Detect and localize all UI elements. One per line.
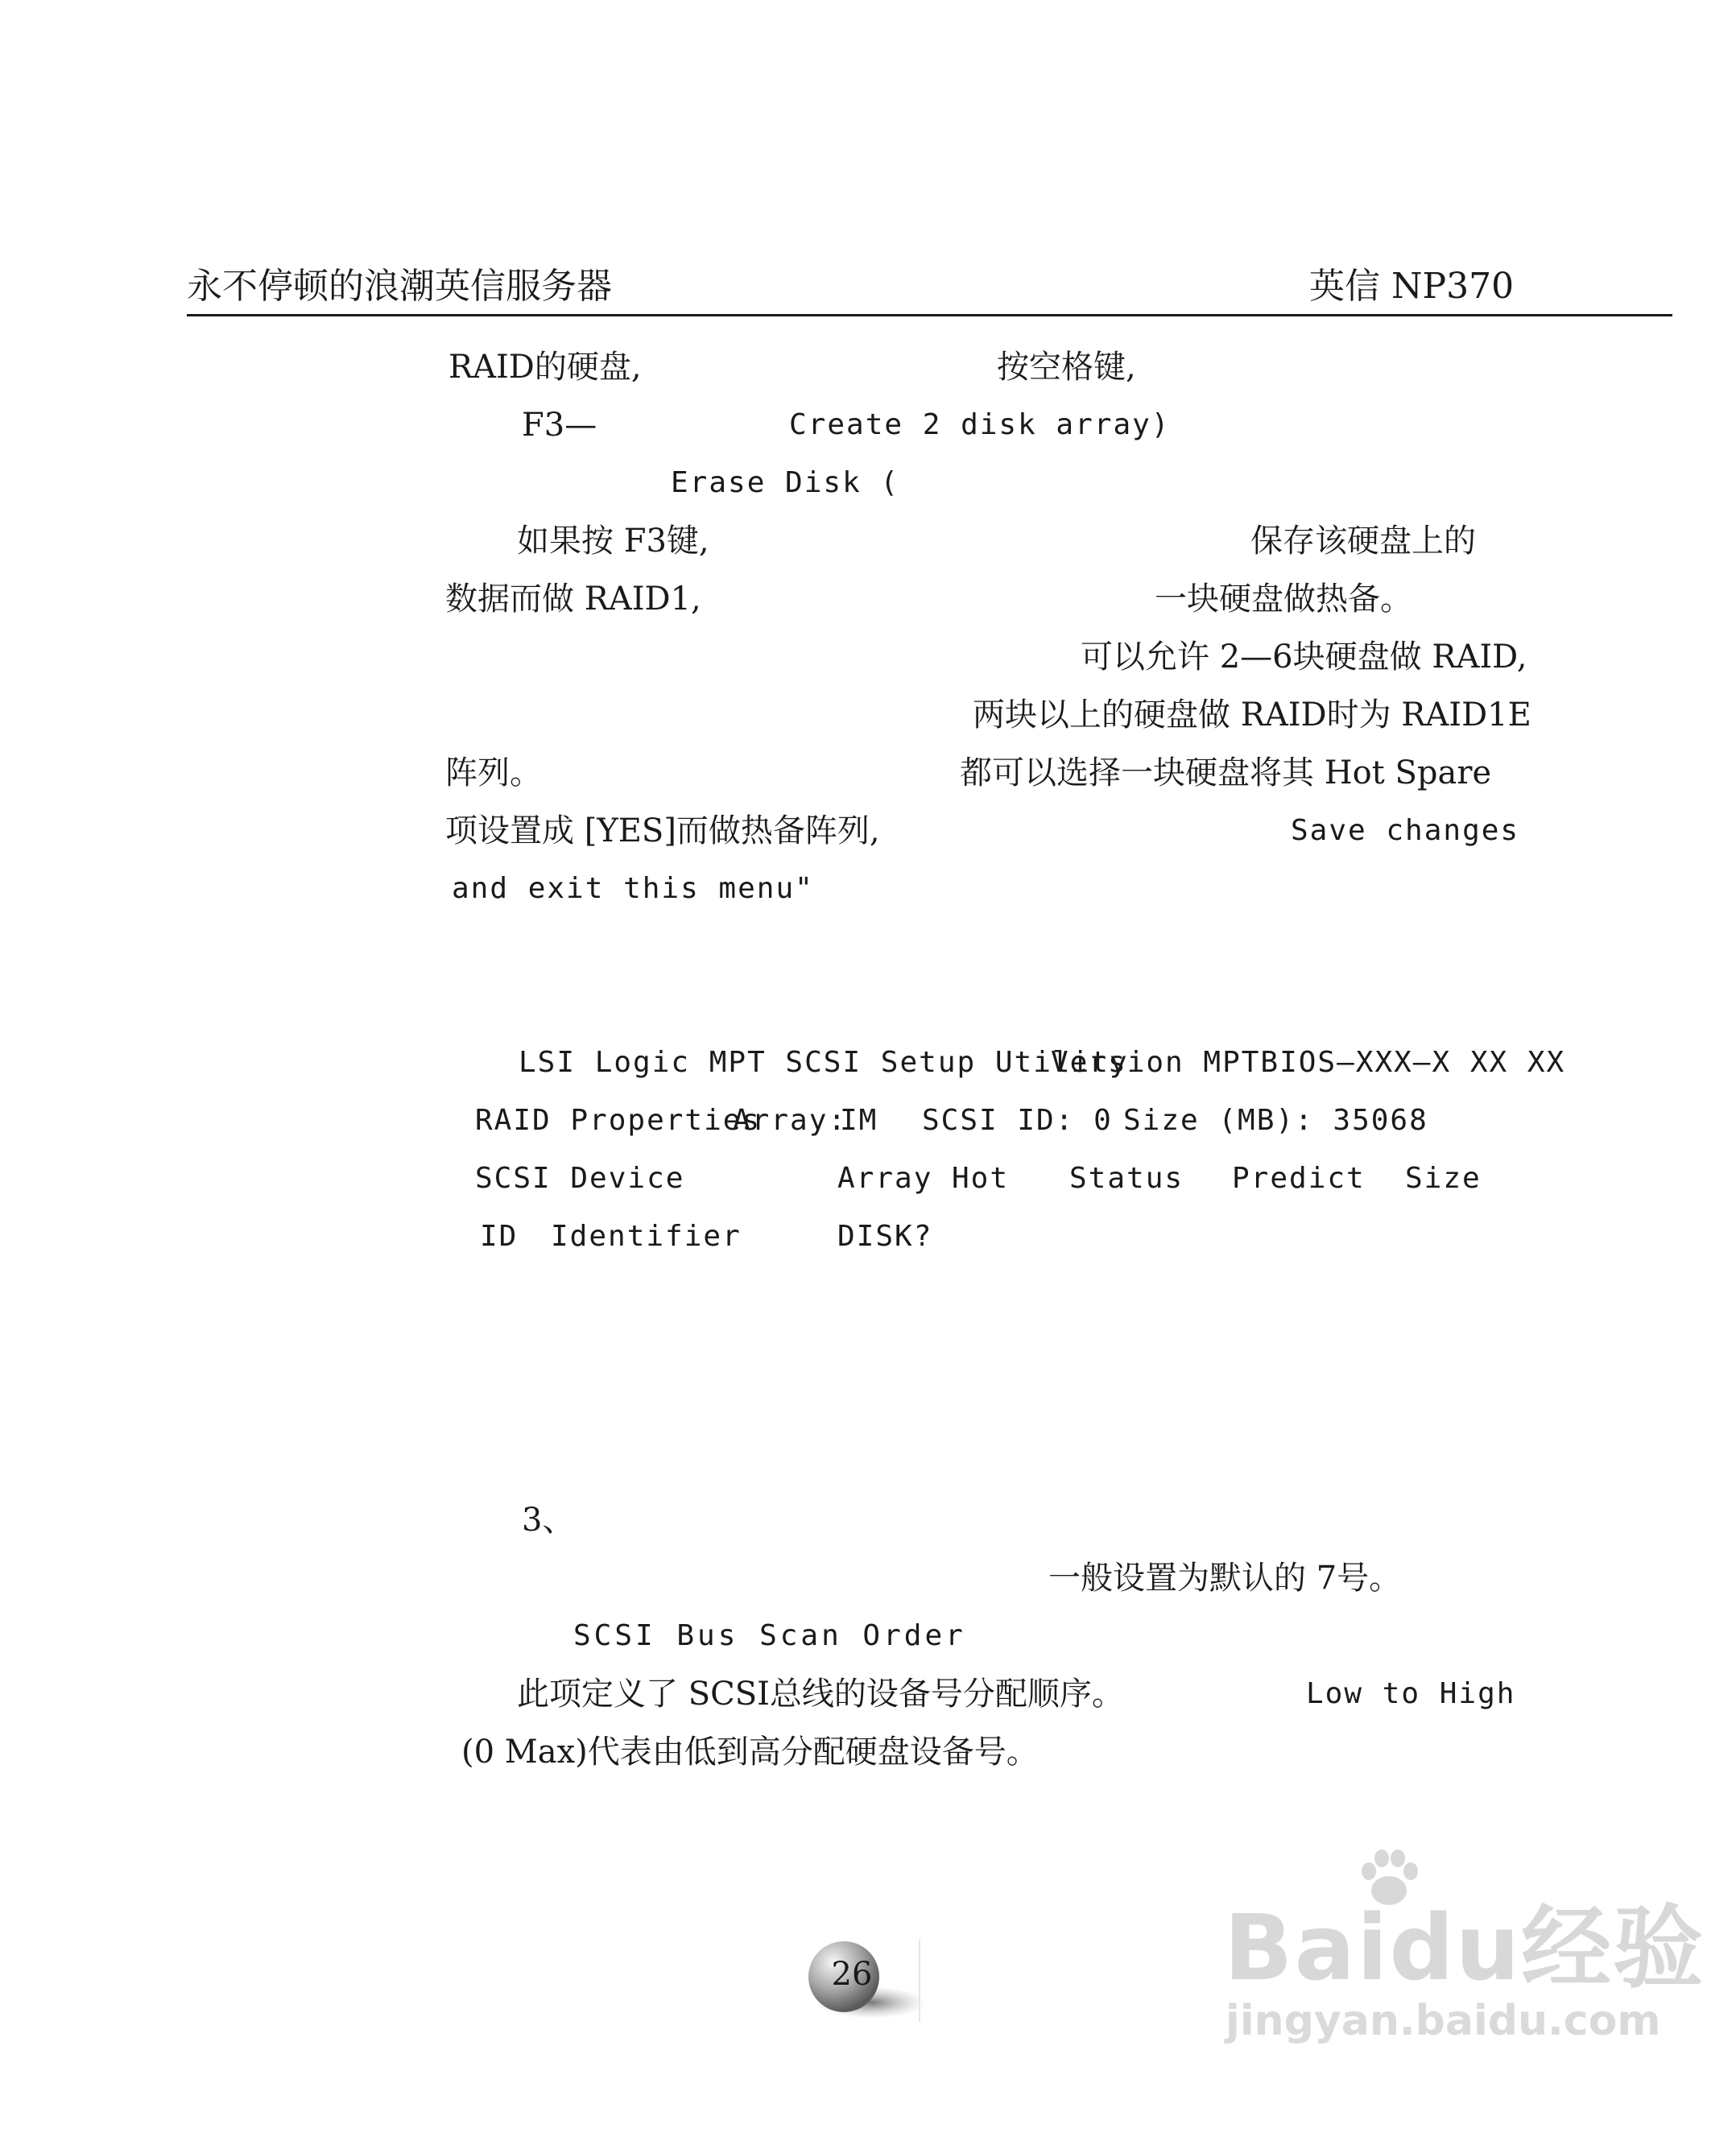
body-line: Save changes (1291, 814, 1520, 847)
running-header-title: 永不停顿的浪潮英信服务器 (187, 266, 612, 307)
body-line: 如果按 F3键, (517, 523, 709, 560)
page-number: 26 (831, 1956, 873, 1993)
body-line: 一块硬盘做热备。 (1155, 581, 1412, 618)
running-header-model: 英信 NP370 (1309, 266, 1515, 307)
section-number: 3、 (522, 1502, 575, 1539)
array-label: Array: (733, 1104, 848, 1137)
body-line: 项设置成 [YES]而做热备阵列, (445, 812, 880, 849)
baidu-watermark (1224, 1844, 1705, 2069)
column-header-disk: DISK? (837, 1220, 933, 1253)
column-header-size: Size (1405, 1162, 1482, 1195)
section-line: (0 Max)代表由低到高分配硬盘设备号。 (461, 1734, 1039, 1771)
section-line: 一般设置为默认的 7号。 (1048, 1560, 1402, 1597)
column-header-hot: Hot (952, 1162, 1010, 1195)
body-line: 数据而做 RAID1, (445, 581, 701, 618)
size-label: Size (MB): 35068 (1123, 1104, 1428, 1137)
column-header-predict: Predict (1232, 1162, 1366, 1195)
body-line: 两块以上的硬盘做 RAID时为 RAID1E (973, 696, 1531, 734)
body-line: and exit this menu" (452, 872, 814, 905)
body-line: RAID的硬盘, (448, 349, 642, 386)
section-line: Low to High (1306, 1677, 1516, 1710)
column-header-array: Array (837, 1162, 933, 1195)
section-line: 此项定义了 SCSI总线的设备号分配顺序。 (517, 1676, 1124, 1713)
watermark-logo-text: Baidu经验 (1224, 1896, 1705, 2001)
section-heading: SCSI Bus Scan Order (573, 1619, 966, 1652)
body-line: 可以允许 2—6块硬盘做 RAID, (1081, 639, 1527, 676)
body-line: Erase Disk ( (671, 466, 900, 499)
utility-version: Version MPTBIOS—XXX—X XX XX (1051, 1046, 1566, 1079)
utility-title: LSI Logic MPT SCSI Setup Utility (519, 1046, 1129, 1079)
array-value: IM (840, 1104, 878, 1137)
watermark-url: jingyan.baidu.com (1226, 1997, 1661, 2045)
column-header-id: ID (480, 1220, 519, 1253)
body-line: 按空格键, (997, 349, 1136, 386)
body-line: Create 2 disk array) (789, 408, 1171, 441)
scsi-id-label: SCSI ID: 0 (922, 1104, 1113, 1137)
body-line: F3— (522, 407, 597, 444)
raid-properties-label: RAID Properties (475, 1104, 762, 1137)
body-line: 保存该硬盘上的 (1250, 523, 1476, 560)
column-header-status: Status (1069, 1162, 1184, 1195)
body-line: 阵列。 (445, 754, 542, 791)
column-header-identifier: Identifier (551, 1220, 742, 1253)
body-line: 都可以选择一块硬盘将其 Hot Spare (960, 754, 1492, 791)
header-rule (187, 314, 1672, 316)
column-header-scsi-device: SCSI Device (475, 1162, 685, 1195)
